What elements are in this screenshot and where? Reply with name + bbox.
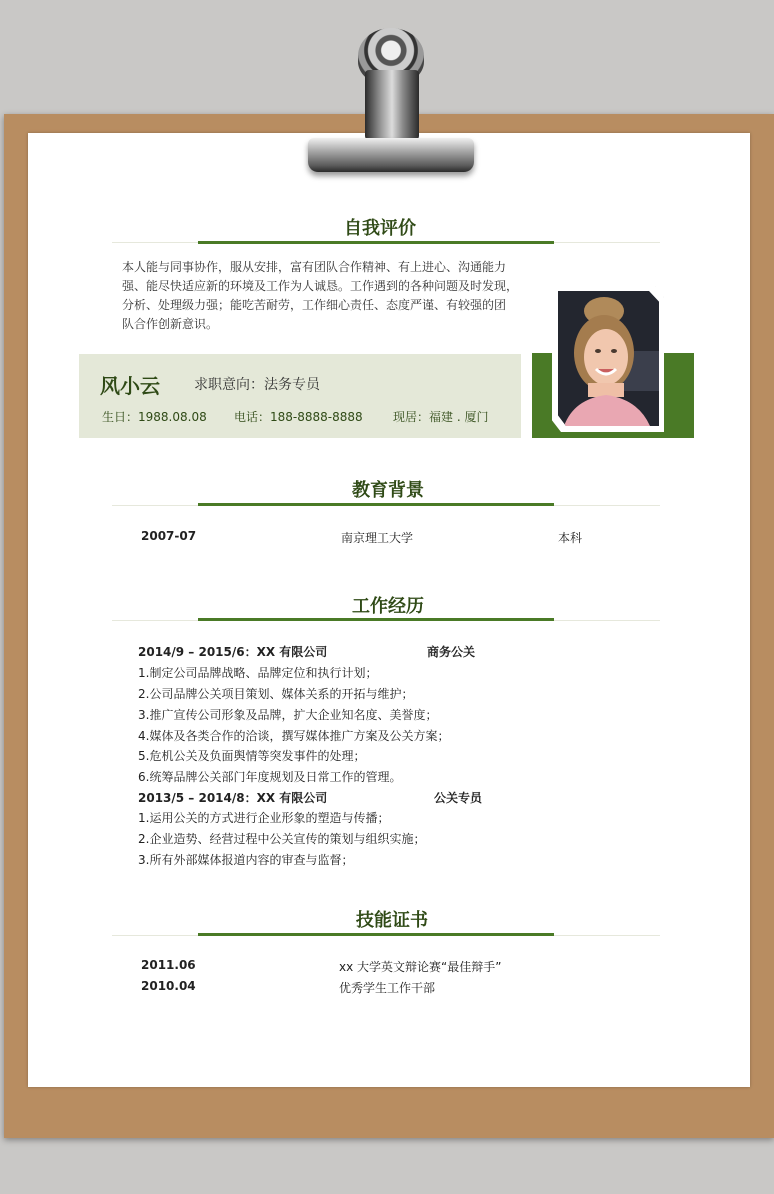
profile-photo bbox=[558, 291, 659, 426]
job-duty: 3.所有外部媒体报道内容的审查与监督； bbox=[138, 853, 354, 867]
section-underline bbox=[198, 933, 554, 936]
section-title-education: 教育背景 bbox=[352, 480, 424, 501]
job-duty: 2.公司品牌公关项目策划、媒体关系的开拓与维护； bbox=[138, 687, 414, 701]
education-degree: 本科 bbox=[558, 531, 583, 545]
candidate-name: 风小云 bbox=[100, 374, 160, 398]
skill-year: 2011.06 bbox=[141, 958, 196, 972]
education-year: 2007-07 bbox=[141, 529, 197, 543]
phone: 电话：188-8888-8888 bbox=[234, 410, 363, 424]
section-title-self-eval: 自我评价 bbox=[344, 218, 416, 239]
job-duty: 1.制定公司品牌战略、品牌定位和执行计划； bbox=[138, 666, 378, 680]
section-title-skills: 技能证书 bbox=[356, 910, 428, 931]
skill-year: 2010.04 bbox=[141, 979, 196, 993]
birthday: 生日：1988.08.08 bbox=[102, 410, 207, 424]
job-duty: 4.媒体及各类合作的洽谈，撰写媒体推广方案及公关方案； bbox=[138, 729, 450, 743]
job-duty: 1.运用公关的方式进行企业形象的塑造与传播； bbox=[138, 811, 390, 825]
job-period: 2013/5 – 2014/8：XX 有限公司 bbox=[138, 791, 328, 805]
education-school: 南京理工大学 bbox=[341, 531, 414, 545]
job-period: 2014/9 – 2015/6：XX 有限公司 bbox=[138, 645, 328, 659]
skill-desc: 优秀学生工作干部 bbox=[339, 981, 436, 995]
job-role: 商务公关 bbox=[427, 645, 476, 659]
job-role: 公关专员 bbox=[434, 791, 483, 805]
job-duty: 3.推广宣传公司形象及品牌，扩大企业知名度、美誉度； bbox=[138, 708, 438, 722]
job-duty: 6.统筹品牌公关部门年度规划及日常工作的管理。 bbox=[138, 770, 402, 784]
skill-desc: xx 大学英文辩论赛“最佳辩手” bbox=[339, 960, 502, 974]
section-title-work: 工作经历 bbox=[352, 596, 424, 617]
job-duty: 5.危机公关及负面舆情等突发事件的处理； bbox=[138, 749, 366, 763]
location: 现居：福建 . 厦门 bbox=[393, 410, 489, 424]
self-eval-text: 本人能与同事协作，服从安排，富有团队合作精神、有上进心、沟通能力 强、能尽快适应新的环境及工作为人诚恳。工作遇到的各种问题及时发现， 分析、处理级力强；能吃苦耐劳，工作细心责任、态度严谨、有较强的团 队合作创新意识。 bbox=[122, 260, 519, 331]
job-duty: 2.企业造势、经营过程中公关宣传的策划与组织实施； bbox=[138, 832, 426, 846]
job-objective: 求职意向：法务专员 bbox=[194, 377, 320, 393]
section-underline bbox=[198, 241, 554, 244]
section-underline bbox=[198, 618, 554, 621]
section-underline bbox=[198, 503, 554, 506]
